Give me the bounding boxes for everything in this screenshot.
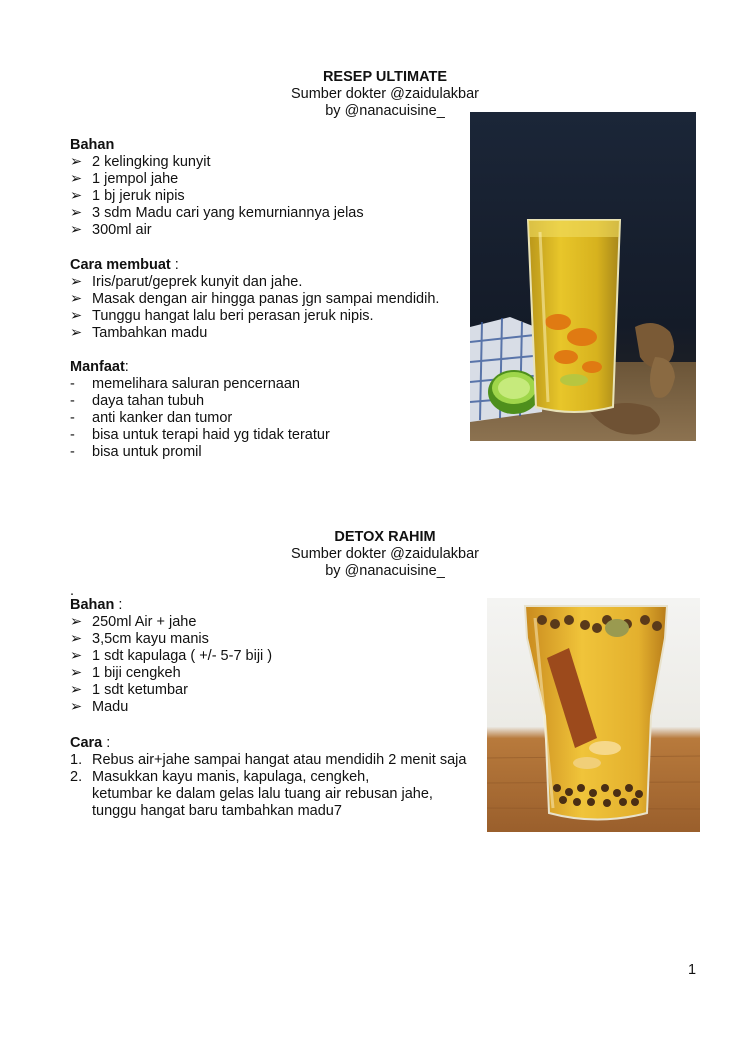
list-item: ➢ Tambahkan madu [70,325,208,341]
list-item: - bisa untuk terapi haid yg tidak teratur [70,427,330,443]
list-item: ➢ 2 kelingking kunyit [70,154,211,170]
recipe2-method-section: Cara : 1. Rebus air+jahe sampai hangat atau mendidih 2 menit saja 2. Masukkan kayu manis, kapulaga, cengkeh, ketumbar ke dalam gelas lalu tuang air rebusan jahe, tunggu hangat baru tambahkan madu7 [70,735,467,819]
list-item: ➢ 300ml air [70,222,152,238]
list-item: ➢ 1 biji cengkeh [70,665,181,681]
recipe1-benefits-section: Manfaat: - memelihara saluran pencernaan - daya tahan tubuh - anti kanker dan tumor - bisa untuk terapi haid yg tidak teratur - bisa untuk promil [70,359,330,460]
list-item: ➢ 1 sdt kapulaga ( +/- 5-7 biji ) [70,648,273,664]
arrow-bullet-icon: ➢ [70,205,83,221]
list-item: 1. Rebus air+jahe sampai hangat atau mendidih 2 menit saja [70,752,467,768]
recipe2-source: Sumber dokter @zaidulakbar [290,546,479,562]
arrow-bullet-icon: ➢ [70,325,83,341]
arrow-bullet-icon: ➢ [70,682,83,698]
recipe1-method-section: Cara membuat : ➢ Iris/parut/geprek kunyit dan jahe. ➢ Masak dengan air hingga panas jgn sampai mendidih. ➢ Tunggu hangat lalu beri perasan jeruk nipis. ➢ Tambahkan madu [70,257,440,341]
list-item: - anti kanker dan tumor [70,410,233,426]
list-item: ➢ 1 jempol jahe [70,171,179,187]
spice-drink-photo [487,598,700,832]
arrow-bullet-icon: ➢ [70,648,83,664]
list-item: - bisa untuk promil [70,444,202,460]
arrow-bullet-icon: ➢ [70,154,83,170]
list-item: ➢ Iris/parut/geprek kunyit dan jahe. [70,274,303,290]
arrow-bullet-icon: ➢ [70,188,83,204]
arrow-bullet-icon: ➢ [70,614,83,630]
arrow-bullet-icon: ➢ [70,274,83,290]
recipe1-cara-heading: Cara membuat [70,257,171,273]
list-item: ➢ Masak dengan air hingga panas jgn sampai mendidih. [70,291,440,307]
arrow-bullet-icon: ➢ [70,291,83,307]
recipe1-manfaat-heading: Manfaat [70,359,125,375]
arrow-bullet-icon: ➢ [70,665,83,681]
arrow-bullet-icon: ➢ [70,699,83,715]
stray-dot: . [70,583,75,599]
recipe2-ingredients-section: Bahan : ➢ 250ml Air + jahe ➢ 3,5cm kayu manis ➢ 1 sdt kapulaga ( +/- 5-7 biji ) ➢ 1 biji cengkeh ➢ 1 sdt ketumbar ➢ Madu [70,597,273,715]
list-item: - memelihara saluran pencernaan [70,376,300,392]
recipe1-author: by @nanacuisine_ [325,103,445,119]
turmeric-drink-photo [470,112,696,441]
recipe1-source: Sumber dokter @zaidulakbar [290,86,479,102]
recipe2-author: by @nanacuisine_ [325,563,445,579]
arrow-bullet-icon: ➢ [70,171,83,187]
arrow-bullet-icon: ➢ [70,222,83,238]
recipe2-bahan-heading: Bahan [70,597,115,613]
recipe2-cara-heading: Cara [70,735,103,751]
recipe2-title: DETOX RAHIM [334,529,436,545]
list-item: ➢ Tunggu hangat lalu beri perasan jeruk nipis. [70,308,374,324]
list-item: ➢ 3 sdm Madu cari yang kemurniannya jelas [70,205,364,221]
arrow-bullet-icon: ➢ [70,308,83,324]
page-number: 1 [688,962,697,978]
list-item: ➢ 3,5cm kayu manis [70,631,209,647]
recipe1-title: RESEP ULTIMATE [322,69,448,85]
recipe1-ingredients-section [70,137,364,239]
list-item: - daya tahan tubuh [70,393,205,409]
list-item: ➢ Madu [70,699,129,715]
recipe1-bahan-heading: Bahan [70,137,115,153]
arrow-bullet-icon: ➢ [70,631,83,647]
list-item: ➢ 1 sdt ketumbar [70,682,188,698]
list-item: 2. Masukkan kayu manis, kapulaga, cengkeh, [70,769,370,785]
list-item: ➢ 1 bj jeruk nipis [70,188,185,204]
list-item: ➢ 250ml Air + jahe [70,614,197,630]
